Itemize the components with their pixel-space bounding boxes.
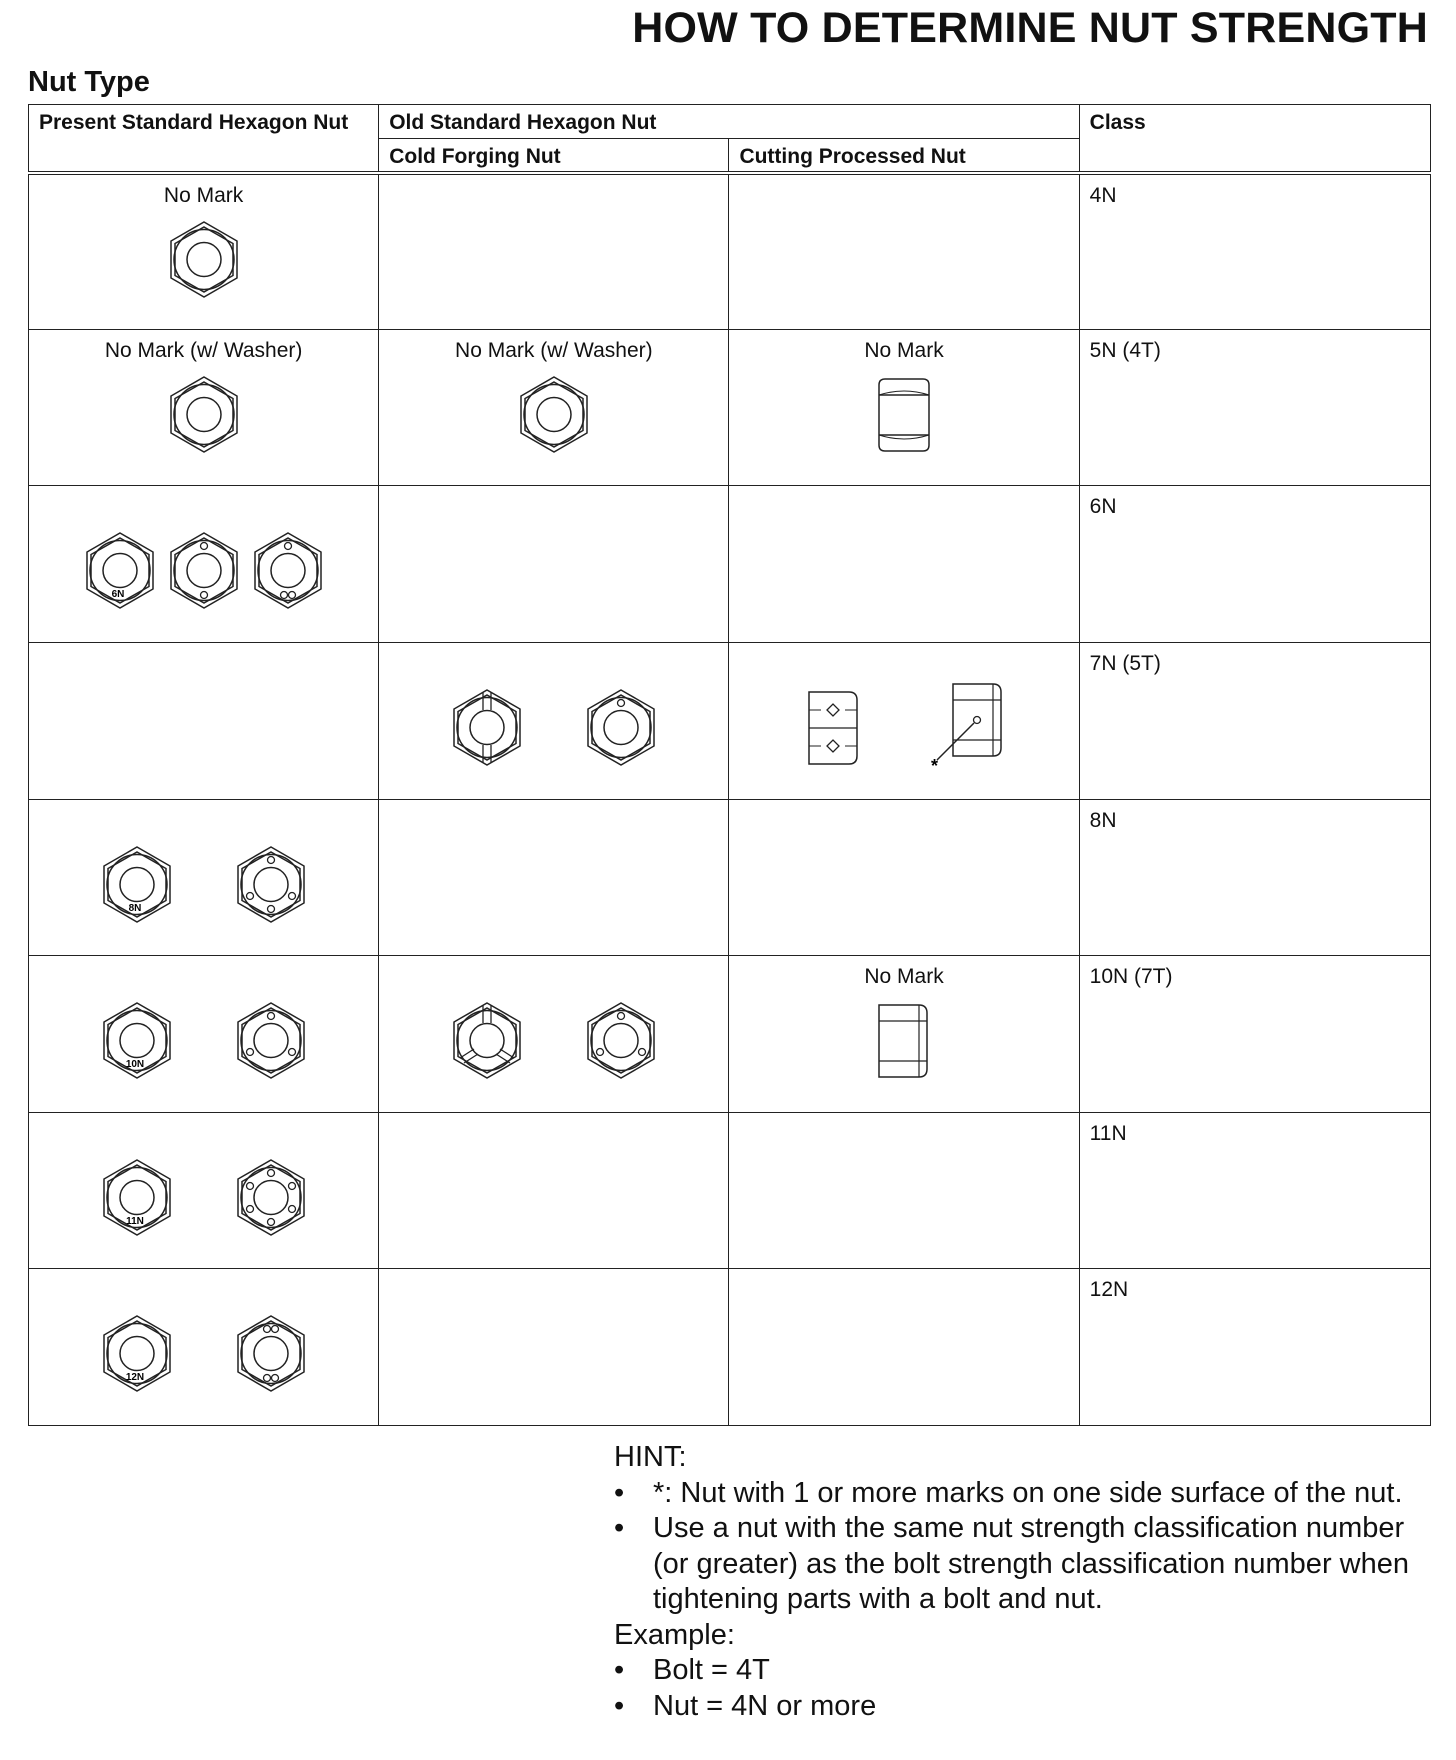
hint-text: Use a nut with the same nut strength classification number (or greater) as the bolt strength classification number when tightening parts with a bolt and nut. — [653, 1512, 1409, 1615]
table-row — [29, 486, 1431, 643]
cell-cold — [379, 642, 729, 799]
header-class: Class — [1079, 105, 1430, 173]
cell-present — [29, 1112, 379, 1269]
nut-mark-text: 8N — [128, 902, 142, 914]
cell-class — [1079, 1112, 1430, 1269]
cell-present — [29, 642, 379, 799]
nut-label: No Mark — [864, 338, 944, 362]
table-row — [29, 1112, 1431, 1269]
hex-nut-washer-icon — [517, 374, 591, 456]
cell-cutting — [729, 1112, 1079, 1269]
bullet: • — [614, 1689, 625, 1722]
bullet: • — [614, 1512, 625, 1544]
cell-class — [1079, 173, 1430, 330]
cell-cutting — [729, 1269, 1079, 1426]
bullet: • — [614, 1476, 625, 1509]
cell-cold — [379, 956, 729, 1113]
nut-mark-text: 11N — [125, 1215, 144, 1227]
cell-cold — [379, 486, 729, 643]
asterisk-mark: * — [931, 755, 939, 776]
hint-list — [614, 1476, 1434, 1618]
side-nut-icon — [879, 1001, 929, 1081]
table-row — [29, 956, 1431, 1113]
class-value: 6N — [1089, 495, 1117, 519]
nut-mark-text: 12N — [125, 1372, 144, 1384]
cell-class — [1079, 486, 1430, 643]
side-nut-groove-icon — [809, 688, 859, 768]
hint-text: *: Nut with 1 or more marks on one side surface of the nut. — [653, 1476, 1403, 1509]
hex-nut-dots-icon — [234, 1313, 308, 1395]
nut-label: No Mark (w/ Washer) — [104, 338, 303, 362]
cell-cold — [379, 799, 729, 956]
cell-class — [1079, 642, 1430, 799]
list-item — [614, 1476, 1434, 1512]
cell-cutting — [729, 799, 1079, 956]
table-row — [29, 642, 1431, 799]
hex-nut-dots-icon — [167, 530, 241, 612]
hex-nut-6n-icon — [83, 530, 157, 612]
class-value: 12N — [1089, 1278, 1129, 1302]
cell-present — [29, 799, 379, 956]
cell-present — [29, 1269, 379, 1426]
cell-present — [29, 329, 379, 486]
header-present-standard: Present Standard Hexagon Nut — [29, 105, 379, 173]
side-nut-icon — [879, 375, 929, 455]
bullet: • — [614, 1654, 625, 1686]
hex-nut-dots-icon — [234, 1000, 308, 1082]
cell-cutting — [729, 329, 1079, 486]
class-value: 11N — [1089, 1121, 1127, 1145]
header-cold-forging: Cold Forging Nut — [379, 139, 729, 173]
header-cutting-processed: Cutting Processed Nut — [729, 139, 1079, 173]
class-value: 10N (7T) — [1089, 965, 1173, 989]
hex-nut-slot-icon — [450, 687, 524, 769]
example-text: Bolt = 4T — [653, 1654, 770, 1686]
cell-cold — [379, 1112, 729, 1269]
table-row — [29, 1269, 1431, 1426]
cell-class — [1079, 329, 1430, 486]
cell-present — [29, 486, 379, 643]
page-title: HOW TO DETERMINE NUT STRENGTH — [632, 4, 1428, 52]
cell-class — [1079, 799, 1430, 956]
nut-label: No Mark (w/ Washer) — [455, 338, 653, 362]
list-item — [614, 1511, 1434, 1618]
cell-cold — [379, 329, 729, 486]
hex-nut-12n-icon — [100, 1313, 174, 1395]
class-value: 8N — [1089, 808, 1117, 832]
hex-nut-icon — [167, 219, 241, 301]
cell-present — [29, 956, 379, 1113]
hex-nut-three-slot-icon — [450, 1000, 524, 1082]
cell-class — [1079, 1269, 1430, 1426]
hex-nut-dots-icon — [234, 1157, 308, 1239]
cell-present — [29, 173, 379, 330]
cell-cutting — [729, 956, 1079, 1113]
hex-nut-dot-icon — [584, 687, 658, 769]
list-item — [614, 1653, 1434, 1689]
table-row — [29, 173, 1431, 330]
nut-label: No Mark — [163, 183, 244, 207]
cell-class — [1079, 956, 1430, 1113]
nut-strength-table — [28, 104, 1431, 1426]
hex-nut-dots-icon — [251, 530, 325, 612]
cell-cold — [379, 1269, 729, 1426]
cell-cutting — [729, 642, 1079, 799]
example-text: Nut = 4N or more — [653, 1689, 877, 1722]
hint-heading: HINT: — [614, 1441, 687, 1473]
hex-nut-dots-icon — [234, 844, 308, 926]
class-value: 5N (4T) — [1089, 338, 1161, 362]
cell-cold — [379, 173, 729, 330]
nut-label: No Mark — [864, 965, 944, 989]
hex-nut-8n-icon — [100, 844, 174, 926]
hint-section — [614, 1440, 1434, 1724]
cell-cutting — [729, 173, 1079, 330]
hex-nut-10n-icon — [100, 1000, 174, 1082]
hex-nut-11n-icon — [100, 1157, 174, 1239]
example-heading: Example: — [614, 1618, 735, 1651]
side-nut-marked-icon — [927, 680, 999, 776]
table-row — [29, 799, 1431, 956]
header-old-standard: Old Standard Hexagon Nut — [379, 105, 1079, 139]
example-list — [614, 1653, 1434, 1724]
hex-nut-dots-icon — [584, 1000, 658, 1082]
nut-mark-text: 10N — [125, 1059, 144, 1071]
cell-cutting — [729, 486, 1079, 643]
nut-mark-text: 6N — [111, 589, 125, 601]
list-item — [614, 1689, 1434, 1725]
class-value: 7N (5T) — [1089, 651, 1161, 675]
hex-nut-washer-icon — [167, 374, 241, 456]
class-value: 4N — [1089, 183, 1117, 207]
section-label: Nut Type — [28, 66, 150, 98]
table-row — [29, 329, 1431, 486]
